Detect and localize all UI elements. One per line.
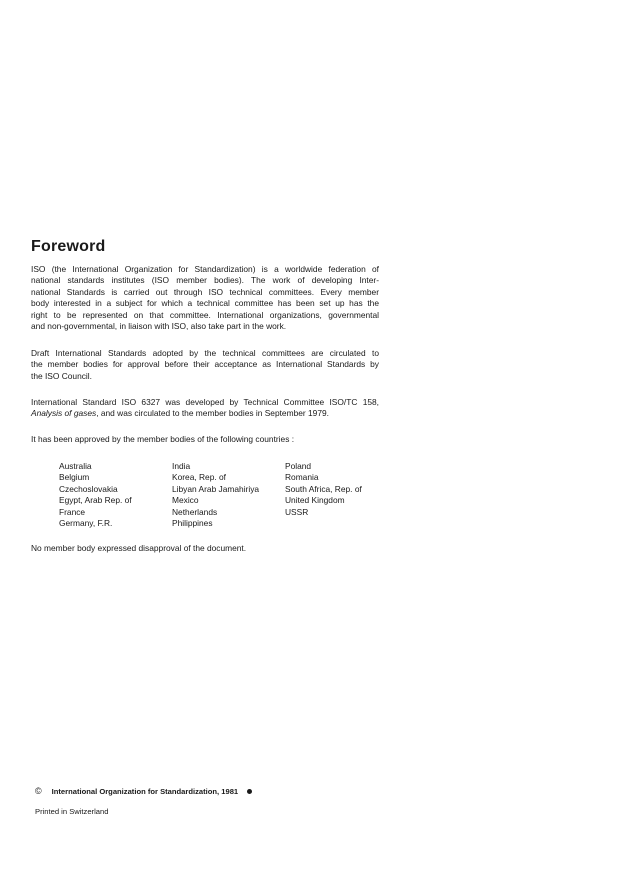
country-name: India xyxy=(172,461,191,471)
paragraph-line: No member body expressed disapproval of the document. xyxy=(31,543,247,553)
copyright-text: International Organization for Standardization, 1981 xyxy=(51,786,239,796)
country-name: Philippines xyxy=(172,518,213,529)
paragraph-iso-description xyxy=(31,264,379,332)
paragraph-standard-development xyxy=(31,397,379,420)
country-name: Libyan Arab Jamahiriya xyxy=(172,483,260,494)
country-name: Netherlands xyxy=(172,506,218,517)
country-name: Belgium xyxy=(59,472,90,483)
paragraph-line: body interested in a subject for which a technical committee has been set up has the xyxy=(31,298,379,309)
country-name: France xyxy=(59,506,86,517)
country-name: Egypt, Arab Rep. of xyxy=(59,495,132,506)
country-name: Mexico xyxy=(172,495,199,506)
paragraph-line: national standards institutes (ISO member bodies). The work of developing Inter- xyxy=(31,275,379,286)
copyright-notice xyxy=(35,786,252,796)
member-countries-list xyxy=(59,461,395,529)
countries-column-2 xyxy=(172,461,285,529)
paragraph-no-disapproval xyxy=(31,543,379,554)
paragraph-approval xyxy=(31,434,379,445)
countries-column-3 xyxy=(285,461,395,529)
paragraph-line: the member bodies for approval before their acceptance as International Standards by xyxy=(31,359,379,370)
paragraph-line: national Standards is carried out through ISO technical committees. Every member xyxy=(31,286,379,297)
paragraph-line: right to be represented on that committee. International organizations, governmental xyxy=(31,309,379,320)
paragraph-line: International Standard ISO 6327 was developed by Technical Committee ISO/TC 158, xyxy=(31,397,379,407)
country-name: Germany, F.R. xyxy=(59,518,113,529)
paragraph-line: It has been approved by the member bodies of the following countries : xyxy=(31,434,295,444)
country-name: South Africa, Rep. of xyxy=(285,483,362,494)
bullet-icon xyxy=(247,789,252,794)
country-name: Poland xyxy=(285,461,312,471)
copyright-symbol: © xyxy=(35,786,42,796)
country-name: United Kingdom xyxy=(285,495,345,506)
country-name: Korea, Rep. of xyxy=(172,472,227,483)
country-name: Romania xyxy=(285,472,319,483)
country-name: Australia xyxy=(59,461,92,471)
paragraph-line: and non-governmental, in liaison with ISO, also take part in the work. xyxy=(31,321,287,332)
paragraph-line xyxy=(31,408,379,419)
country-name: USSR xyxy=(285,506,309,517)
country-name: Czechoslovakia xyxy=(59,483,118,494)
paragraph-line: ISO (the International Organization for Standardization) is a worldwide federation of xyxy=(31,264,379,274)
printed-in-note: Printed in Switzerland xyxy=(35,807,109,816)
paragraph-line: Draft International Standards adopted by the technical committees are circulated to xyxy=(31,348,379,358)
committee-title: Analysis of gases xyxy=(31,408,97,419)
paragraph-line-rest: , and was circulated to the member bodies in September 1979. xyxy=(96,408,329,419)
countries-column-1 xyxy=(59,461,172,529)
paragraph-draft-standards xyxy=(31,348,379,382)
paragraph-line: the ISO Council. xyxy=(31,370,92,381)
page-title: Foreword xyxy=(31,238,106,255)
